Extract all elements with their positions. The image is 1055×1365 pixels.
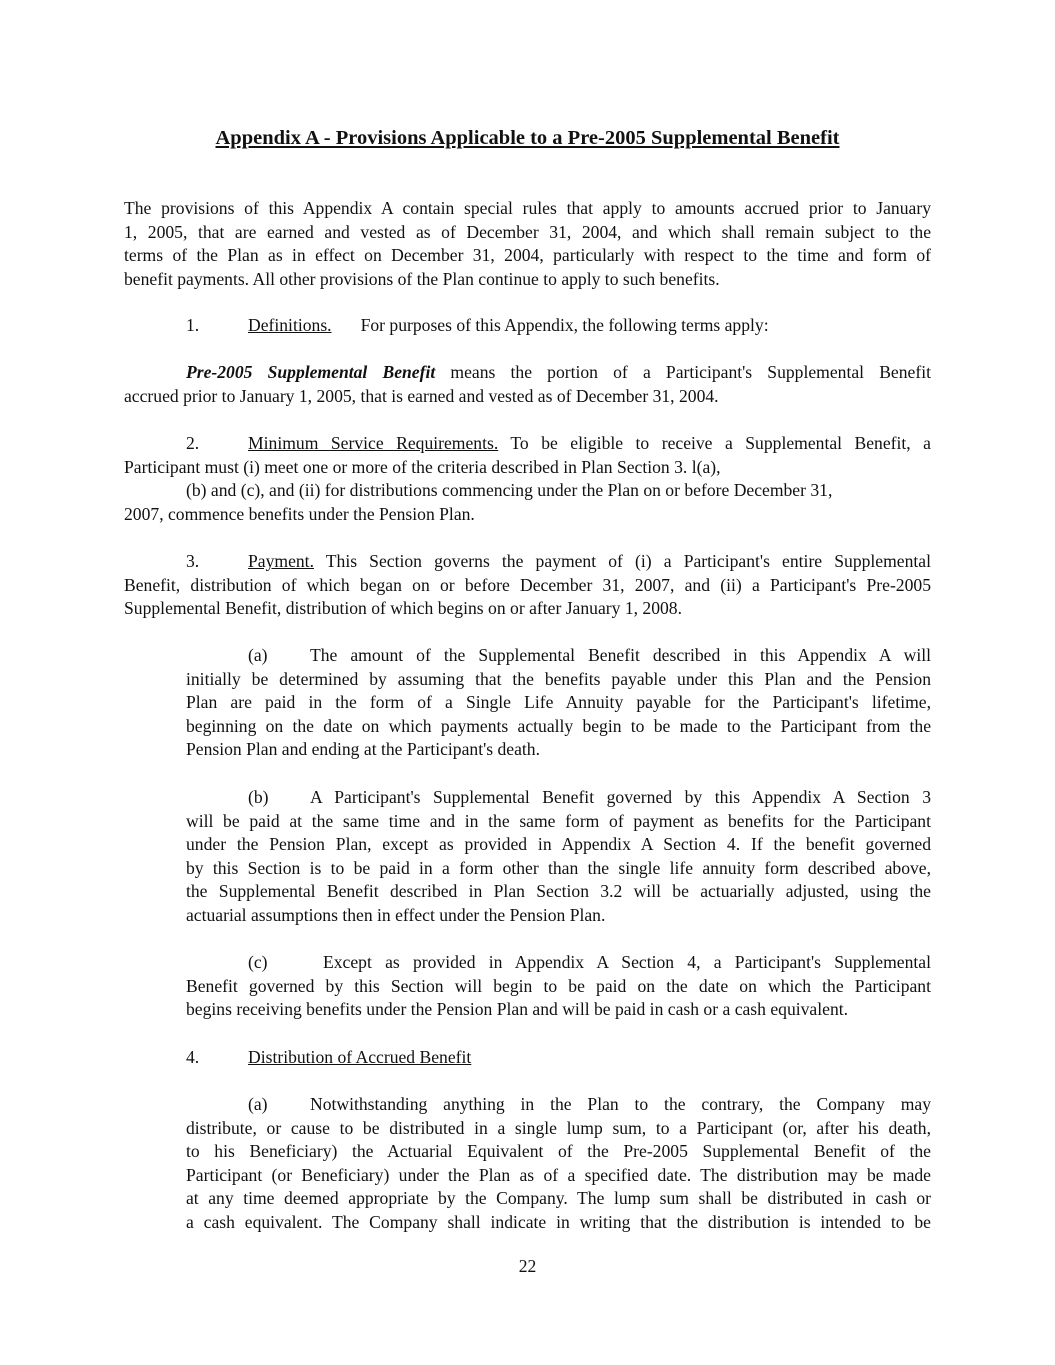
section-heading: Payment. [248, 551, 314, 571]
section-3-paragraph: 3. Payment. This Section governs the payment of (i) a Participant's entire Supplemental Benefit, distribution of which began on or before December 31, 2007, and (ii) a Participant's Pre-2005 Supplemental Benefit, distribution of which begins on or after January 1, 2008. [124, 550, 931, 621]
subsection-label: (a) [248, 645, 268, 665]
section-line: Benefit, distribution of which began on or before December 31, 2007, and (ii) a Participant's Pre-2005 [124, 574, 931, 595]
section-line: 2007, commence benefits under the Pension Plan. [124, 503, 475, 524]
section-line: (b) and (c), and (ii) for distributions commencing under the Plan on or before December 31, [186, 480, 833, 501]
section-3b-paragraph: (b) A Participant's Supplemental Benefit governed by this Appendix A Section 3 will be paid at the same time and in the same form of payment as benefits for the Participant under the Pension Plan, except as provided in Appendix A Section 4. If the benefit governed by this Section is to be paid in a form other than the single life annuity form described above, the Supplemental Benefit described in Plan Section 3.2 will be actuarially adjusted, using the actuarial assumptions then in effect under the Pension Plan. [186, 787, 931, 925]
section-line: Supplemental Benefit, distribution of which begins on or after January 1, 2008. [124, 598, 683, 619]
definition-line: accrued prior to January 1, 2005, that is earned and vested as of December 31, 2004. [124, 385, 719, 406]
section-number: 3. [186, 551, 200, 571]
section-number: 1. [186, 315, 200, 335]
section-number: 4. [186, 1047, 200, 1067]
section-number: 2. [186, 433, 200, 453]
section-1-heading-line [186, 314, 931, 338]
intro-line: benefit payments. All other provisions of the Plan continue to apply to such benefits. [124, 268, 720, 289]
definition-paragraph [124, 361, 931, 408]
intro-paragraph [124, 197, 931, 291]
section-heading: Definitions. [248, 315, 332, 335]
section-3a-paragraph: (a) The amount of the Supplemental Benefit described in this Appendix A will initially be determined by assuming that the benefits payable under this Plan and the Pension Plan are paid in the form of a Single Life Annuity payable for the Participant's lifetime, beginning on the date on which payments actually begin to be made to the Participant from the Pension Plan and ending at the Participant's death. [186, 645, 931, 760]
subsection-label: (b) [248, 787, 269, 807]
intro-line: The provisions of this Appendix A contain special rules that apply to amounts accrued prior to January [124, 198, 931, 218]
section-line: Participant must (i) meet one or more of the criteria described in Plan Section 3. l(a), [124, 456, 721, 477]
page-title: Appendix A - Provisions Applicable to a Pre-2005 Supplemental Benefit [215, 127, 840, 149]
section-text: For purposes of this Appendix, the following terms apply: [360, 315, 769, 335]
definition-text: means the portion of a Participant's Supplemental Benefit [450, 362, 931, 382]
intro-line: terms of the Plan as in effect on December 31, 2004, particularly with respect to the time and form of [124, 245, 931, 266]
section-heading: Minimum Service Requirements. [248, 433, 499, 453]
section-3c-paragraph: (c) Except as provided in Appendix A Section 4, a Participant's Supplemental Benefit governed by this Section will begin to be paid on the date on which the Participant begins receiving benefits under the Pension Plan and will be paid in cash or a cash equivalent. [186, 952, 931, 1020]
intro-line: 1, 2005, that are earned and vested as of December 31, 2004, and which shall remain subject to the [124, 221, 931, 242]
section-2-paragraph: 2. Minimum Service Requirements. To be eligible to receive a Supplemental Benefit, a Participant must (i) meet one or more of the criteria described in Plan Section 3. l(a), (b) and (c), and (ii) for distributions commencing under the Plan on or before December 31, 2007, commence benefits under the Pension Plan. [124, 432, 931, 526]
section-heading: Distribution of Accrued Benefit [248, 1047, 472, 1067]
page-number: 22 [518, 1256, 537, 1276]
subsection-label: (a) [248, 1094, 268, 1114]
section-4a-paragraph: (a) Notwithstanding anything in the Plan to the contrary, the Company may distribute, or cause to be distributed in a single lump sum, to a Participant (or, after his death, to his Beneficiary) the Actuarial Equivalent of the Pre-2005 Supplemental Benefit of the Participant (or Beneficiary) under the Plan as of a specified date. The distribution may be made at any time deemed appropriate by the Company. The lump sum shall be distributed in cash or a cash equivalent. The Company shall indicate in writing that the distribution is intended to be [186, 1094, 931, 1232]
subsection-label: (c) [248, 952, 268, 972]
section-4-heading-line [186, 1046, 931, 1070]
defined-term: Pre-2005 Supplemental Benefit [186, 362, 436, 382]
